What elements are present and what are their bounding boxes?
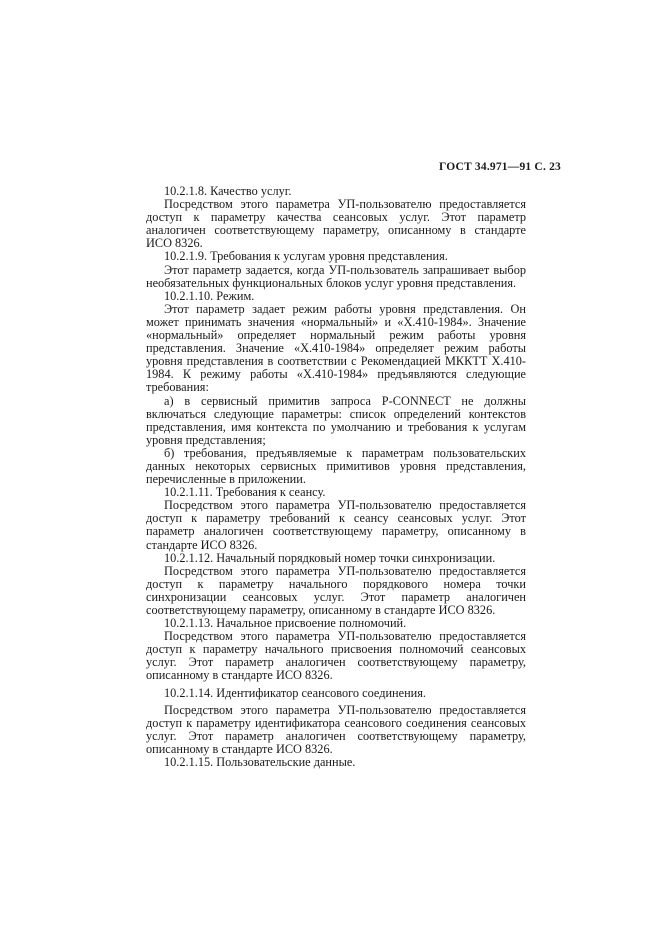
paragraph-mode: Этот параметр задает режим работы уровня представления. Он может принимать значения «нормальный» и «X.410-1984». Значение «нормальный» определяет нормальный режим работы уровня представления. Значение «X.410-1984» определяет режим работы уровня представления в соответствии с Рекомендацией МККТТ X.410-1984. К режиму работы «X.410-1984» предъявляются следующие требования: [146, 301, 526, 395]
paragraph-sync-point: Посредством этого параметра УП-пользователю предоставляется доступ к параметру начального порядкового номера точки синхронизации сеансовых услуг. Этот параметр аналогичен соответствующему параметру, описанному в стандарте ИСО 8326. [146, 563, 526, 617]
page-header: ГОСТ 34.971—91 С. 23 [438, 161, 561, 173]
section-heading-user-data: 10.2.1.15. Пользовательские данные. [164, 755, 356, 770]
section-heading-token-assignment: 10.2.1.13. Начальное присвоение полномочий. [164, 616, 407, 631]
section-heading-mode: 10.2.1.10. Режим. [164, 288, 255, 303]
section-heading-quality-of-service: 10.2.1.8. Качество услуг. [164, 184, 292, 198]
section-heading-sync-point: 10.2.1.12. Начальный порядковый номер точки синхронизации. [164, 550, 496, 565]
list-item-a: а) в сервисный примитив запроса P-CONNECT не должны включаться следующие параметры: список определений контекстов представления, имя контекста по умолчанию и требования к услугам уровня представления; [146, 393, 526, 447]
paragraph-presentation-requirements: Этот параметр задается, когда УП-пользователь запрашивает выбор необязательных функциональных блоков услуг уровня представления. [146, 262, 526, 290]
list-item-b: б) требования, предъявляемые к параметрам пользовательских данных некоторых сервисных примитивов уровня представления, перечисленные в приложении. [146, 445, 526, 487]
section-heading-session-requirements: 10.2.1.11. Требования к сеансу. [164, 485, 326, 500]
document-body [146, 185, 526, 769]
section-heading-presentation-requirements: 10.2.1.9. Требования к услугам уровня представления. [164, 249, 448, 264]
paragraph-token-assignment: Посредством этого параметра УП-пользователю предоставляется доступ к параметру начального присвоения полномочий сеансовых услуг. Этот параметр аналогичен соответствующему параметру, описанному в стандарте ИСО 8326. [146, 629, 526, 683]
section-heading-session-connection-id: 10.2.1.14. Идентификатор сеансового соединения. [164, 685, 426, 700]
paragraph-session-connection-id: Посредством этого параметра УП-пользователю предоставляется доступ к параметру идентификатора сеансового соединения сеансовых услуг. Этот параметр аналогичен соответствующему параметру, описанному в стандарте ИСО 8326. [146, 702, 526, 756]
paragraph-quality-of-service: Посредством этого параметра УП-пользователю предоставляется доступ к параметру качества сеансовых услуг. Этот параметр аналогичен соответствующему параметру, описанному в стандарте ИСО 8326. [146, 197, 526, 251]
paragraph-session-requirements: Посредством этого параметра УП-пользователю предоставляется доступ к параметру требований к сеансу сеансовых услуг. Этот параметр аналогичен соответствующему параметру, описанному в стандарте ИСО 8326. [146, 498, 526, 552]
